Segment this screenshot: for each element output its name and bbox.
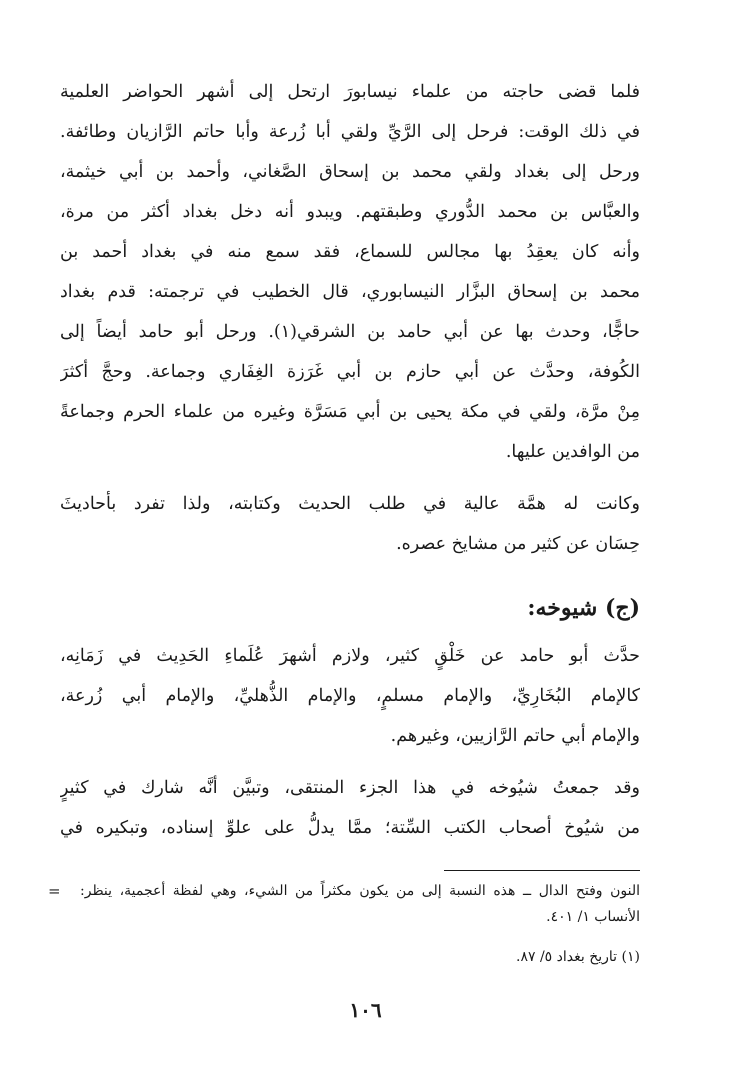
footnote-1: (١) تاريخ بغداد ٥/ ٨٧.: [516, 949, 640, 965]
footnote-continuation-line: النون وفتح الدال ــ هذه النسبة إلى من يكون مكثراً من الشيء، وهي لفظة أعجمية، ينظر:: [80, 883, 640, 899]
text-line: من شيُوخ أصحاب الكتب السِّتة؛ ممَّا يدلُّ على علوِّ إسناده، وتبكيره في: [60, 818, 640, 838]
footnote-continuation-line: الأنساب ١/ ٤٠١.: [546, 909, 640, 925]
page-number: ١٠٦: [349, 998, 382, 1022]
footnote-separator: [444, 870, 640, 871]
paragraph-ambition: [60, 484, 640, 564]
section-heading: (ج) شيوخه:: [527, 595, 640, 621]
text-line: في ذلك الوقت: فرحل إلى الرَّيِّ ولقي أبا زُرعة وأبا حاتم الرَّازيان وطائفة.: [60, 122, 640, 142]
text-line: وأنه كان يعقِدُ بها مجالس للسماع، فقد سمع منه في بغداد أحمد بن: [60, 242, 640, 262]
text-line: فلما قضى حاجته من علماء نيسابورَ ارتحل إلى أشهر الحواضر العلمية: [60, 82, 640, 102]
paragraph-collection: [60, 768, 640, 848]
text-line: مِنْ مرَّة، ولقي في مكة يحيى بن أبي مَسَرَّة وغيره من علماء الحرم وجماعةً: [60, 402, 640, 422]
text-line: ورحل إلى بغداد ولقي محمد بن إسحاق الصَّغاني، وأحمد بن أبي خيثمة،: [60, 162, 640, 182]
paragraph-teachers: [60, 636, 640, 756]
text-line: حدَّث أبو حامد عن خَلْقٍ كثير، ولازم أشهرَ عُلَماءِ الحَدِيث في زَمَانِه،: [60, 646, 640, 666]
paragraph-travels: [60, 72, 640, 472]
text-line: وقد جمعتُ شيُوخه في هذا الجزء المنتقى، وتبيَّن أنَّه شارك في كثيرٍ: [60, 778, 640, 798]
text-line: من الوافدين عليها.: [505, 442, 640, 462]
text-line: الكُوفة، وحدَّث عن أبي حازم بن أبي غَرَزة الغِفَاري وجماعة. وحجَّ أكثرَ: [60, 362, 640, 382]
text-line: كالإمام البُخَارِيِّ، والإمام مسلمٍ، والإمام الذُّهليِّ، والإمام أبي زُرعة،: [60, 686, 640, 706]
text-line: والإمام أبي حاتم الرَّازيين، وغيرهم.: [390, 726, 640, 746]
text-line: وكانت له همَّة عالية في طلب الحديث وكتابته، ولذا تفرد بأحاديثَ: [60, 494, 640, 514]
text-line: حاجًّا، وحدث بها عن أبي حامد بن الشرقي(١). ورحل أبو حامد أيضاً إلى: [60, 322, 640, 342]
text-line: محمد بن إسحاق البزَّار النيسابوري، قال الخطيب في ترجمته: قدم بغداد: [60, 282, 640, 302]
text-line: والعبَّاس بن محمد الدُّوري وطبقتهم. ويبدو أنه دخل بغداد أكثر من مرة،: [60, 202, 640, 222]
footnote-continuation-marker: =: [48, 882, 61, 900]
text-line: حِسَان عن كثير من مشايخ عصره.: [396, 534, 640, 554]
